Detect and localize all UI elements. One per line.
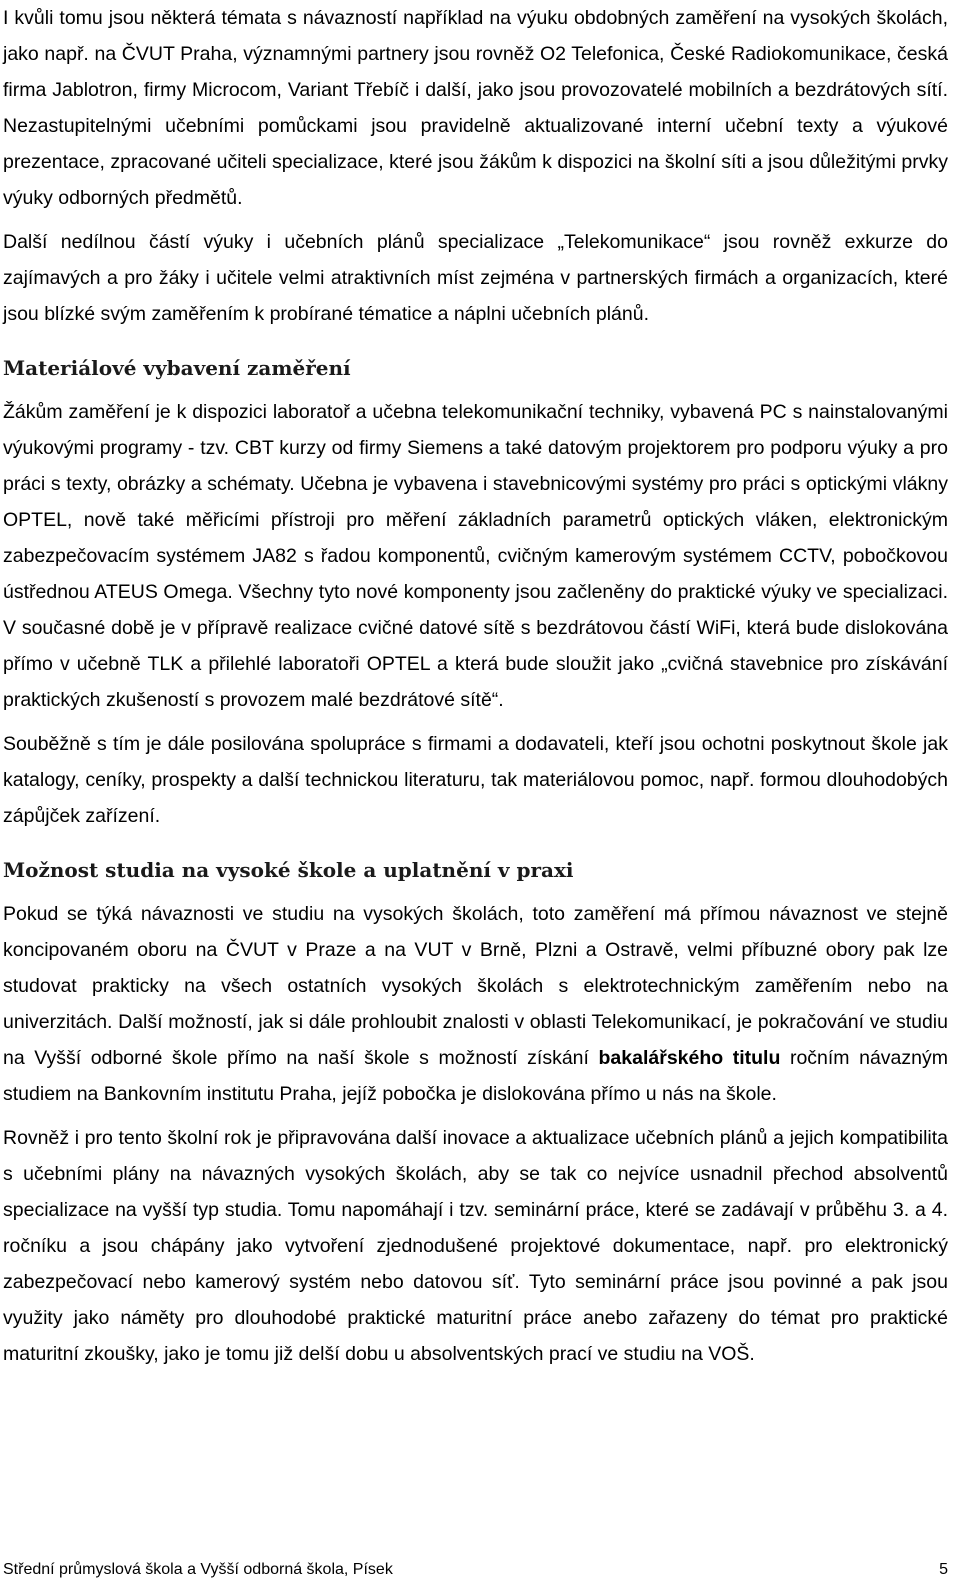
paragraph-curriculum-innovation: Rovněž i pro tento školní rok je připravována další inovace a aktualizace učebních plánů a jejich kompatibilita s učebními plány na návazných vysokých školách, aby se tak co nejvíce usnadnil přechod absolventů specializace na vyšší typ studia. Tomu napomáhají i tzv. seminární práce, které se zadávají v průběhu 3. a 4. ročníku a jsou chápány jako vytvoření zjednodušené projektové dokumentace, např. pro elektronický zabezpečovací nebo kamerový systém nebo datovou síť. Tyto seminární práce jsou povinné a pak jsou využity jako náměty pro dlouhodobé praktické maturitní práce anebo zařazeny do témat pro praktické maturitní zkoušky, jako je tomu již delší dobu u absolventských prací ve studiu na VOŠ. <box>3 1127 948 1365</box>
paragraph-university-continuation <box>3 896 948 1112</box>
document-page <box>3 0 948 1372</box>
bold-bachelor-title: bakalářského titulu <box>598 1047 781 1069</box>
footer-school-name: Střední průmyslová škola a Vyšší odborná škola, Písek <box>3 1561 393 1578</box>
heading-university: Možnost studia na vysoké škole a uplatnění v praxi <box>3 858 574 882</box>
heading-equipment: Materiálové vybavení zaměření <box>3 356 351 380</box>
paragraph-excursions: Další nedílnou částí výuky i učebních plánů specializace „Telekomunikace“ jsou rovněž exkurze do zajímavých a pro žáky i učitele velmi atraktivních míst zejména v partnerských firmách a organizacích, které jsou blízké svým zaměřením k probírané tématice a náplni učebních plánů. <box>3 231 948 325</box>
paragraph-partners: I kvůli tomu jsou některá témata s návazností například na výuku obdobných zaměření na vysokých školách, jako např. na ČVUT Praha, významnými partnery jsou rovněž O2 Telefonica, České Radiokomunikace, česká firma Jablotron, firmy Microcom, Variant Třebíč i další, jako jsou provozovatelé mobilních a bezdrátových sítí. Nezastupitelnými učebními pomůckami jsou pravidelně aktualizované interní učební texty a výukové prezentace, zpracované učiteli specializace, které jsou žákům k dispozici na školní síti a jsou důležitými prvky výuky odborných předmětů. <box>3 7 948 209</box>
paragraph-text-before-bold: Pokud se týká návaznosti ve studiu na vysokých školách, toto zaměření má přímou návaznost ve stejně koncipovaném oboru na ČVUT v Praze a na VUT v Brně, Plzni a Ostravě, velmi příbuzné obory pak lze studovat prakticky na všech ostatních vysokých školách s elektrotechnickým zaměřením nebo na univerzitách. Další možností, jak si dále prohloubit znalosti v oblasti Telekomunikací, je pokračování ve studiu na Vyšší odborné škole přímo na naší škole s možností získání <box>3 903 948 1069</box>
page-footer <box>3 1558 948 1582</box>
paragraph-text-after-bold: ročním návazným studiem na Bankovním institutu Praha, jejíž pobočka je dislokována přímo u nás na škole. <box>3 1047 948 1105</box>
footer-page-number: 5 <box>939 1561 948 1578</box>
paragraph-cooperation: Souběžně s tím je dále posilována spolupráce s firmami a dodavateli, kteří jsou ochotni poskytnout škole jak katalogy, ceníky, prospekty a další technickou literaturu, tak materiálovou pomoc, např. formou dlouhodobých zápůjček zařízení. <box>3 733 948 827</box>
paragraph-lab-equipment: Žákům zaměření je k dispozici laboratoř a učebna telekomunikační techniky, vybavená PC s nainstalovanými výukovými programy - tzv. CBT kurzy od firmy Siemens a také datovým projektorem pro podporu výuky a pro práci s texty, obrázky a schématy. Učebna je vybavena i stavebnicovými systémy pro práci s optickými vlákny OPTEL, nově také měřicími přístroji pro měření základních parametrů optických vláken, elektronickým zabezpečovacím systémem JA82 s řadou komponentů, cvičným kamerovým systémem CCTV, pobočkovou ústřednou ATEUS Omega. Všechny tyto nové komponenty jsou začleněny do praktické výuky ve specializaci. V současné době je v přípravě realizace cvičné datové sítě s bezdrátovou částí WiFi, která bude dislokována přímo v učebně TLK a přilehlé laboratoři OPTEL a která bude sloužit jako „cvičná stavebnice pro získávání praktických zkušeností s provozem malé bezdrátové sítě“. <box>3 401 948 711</box>
